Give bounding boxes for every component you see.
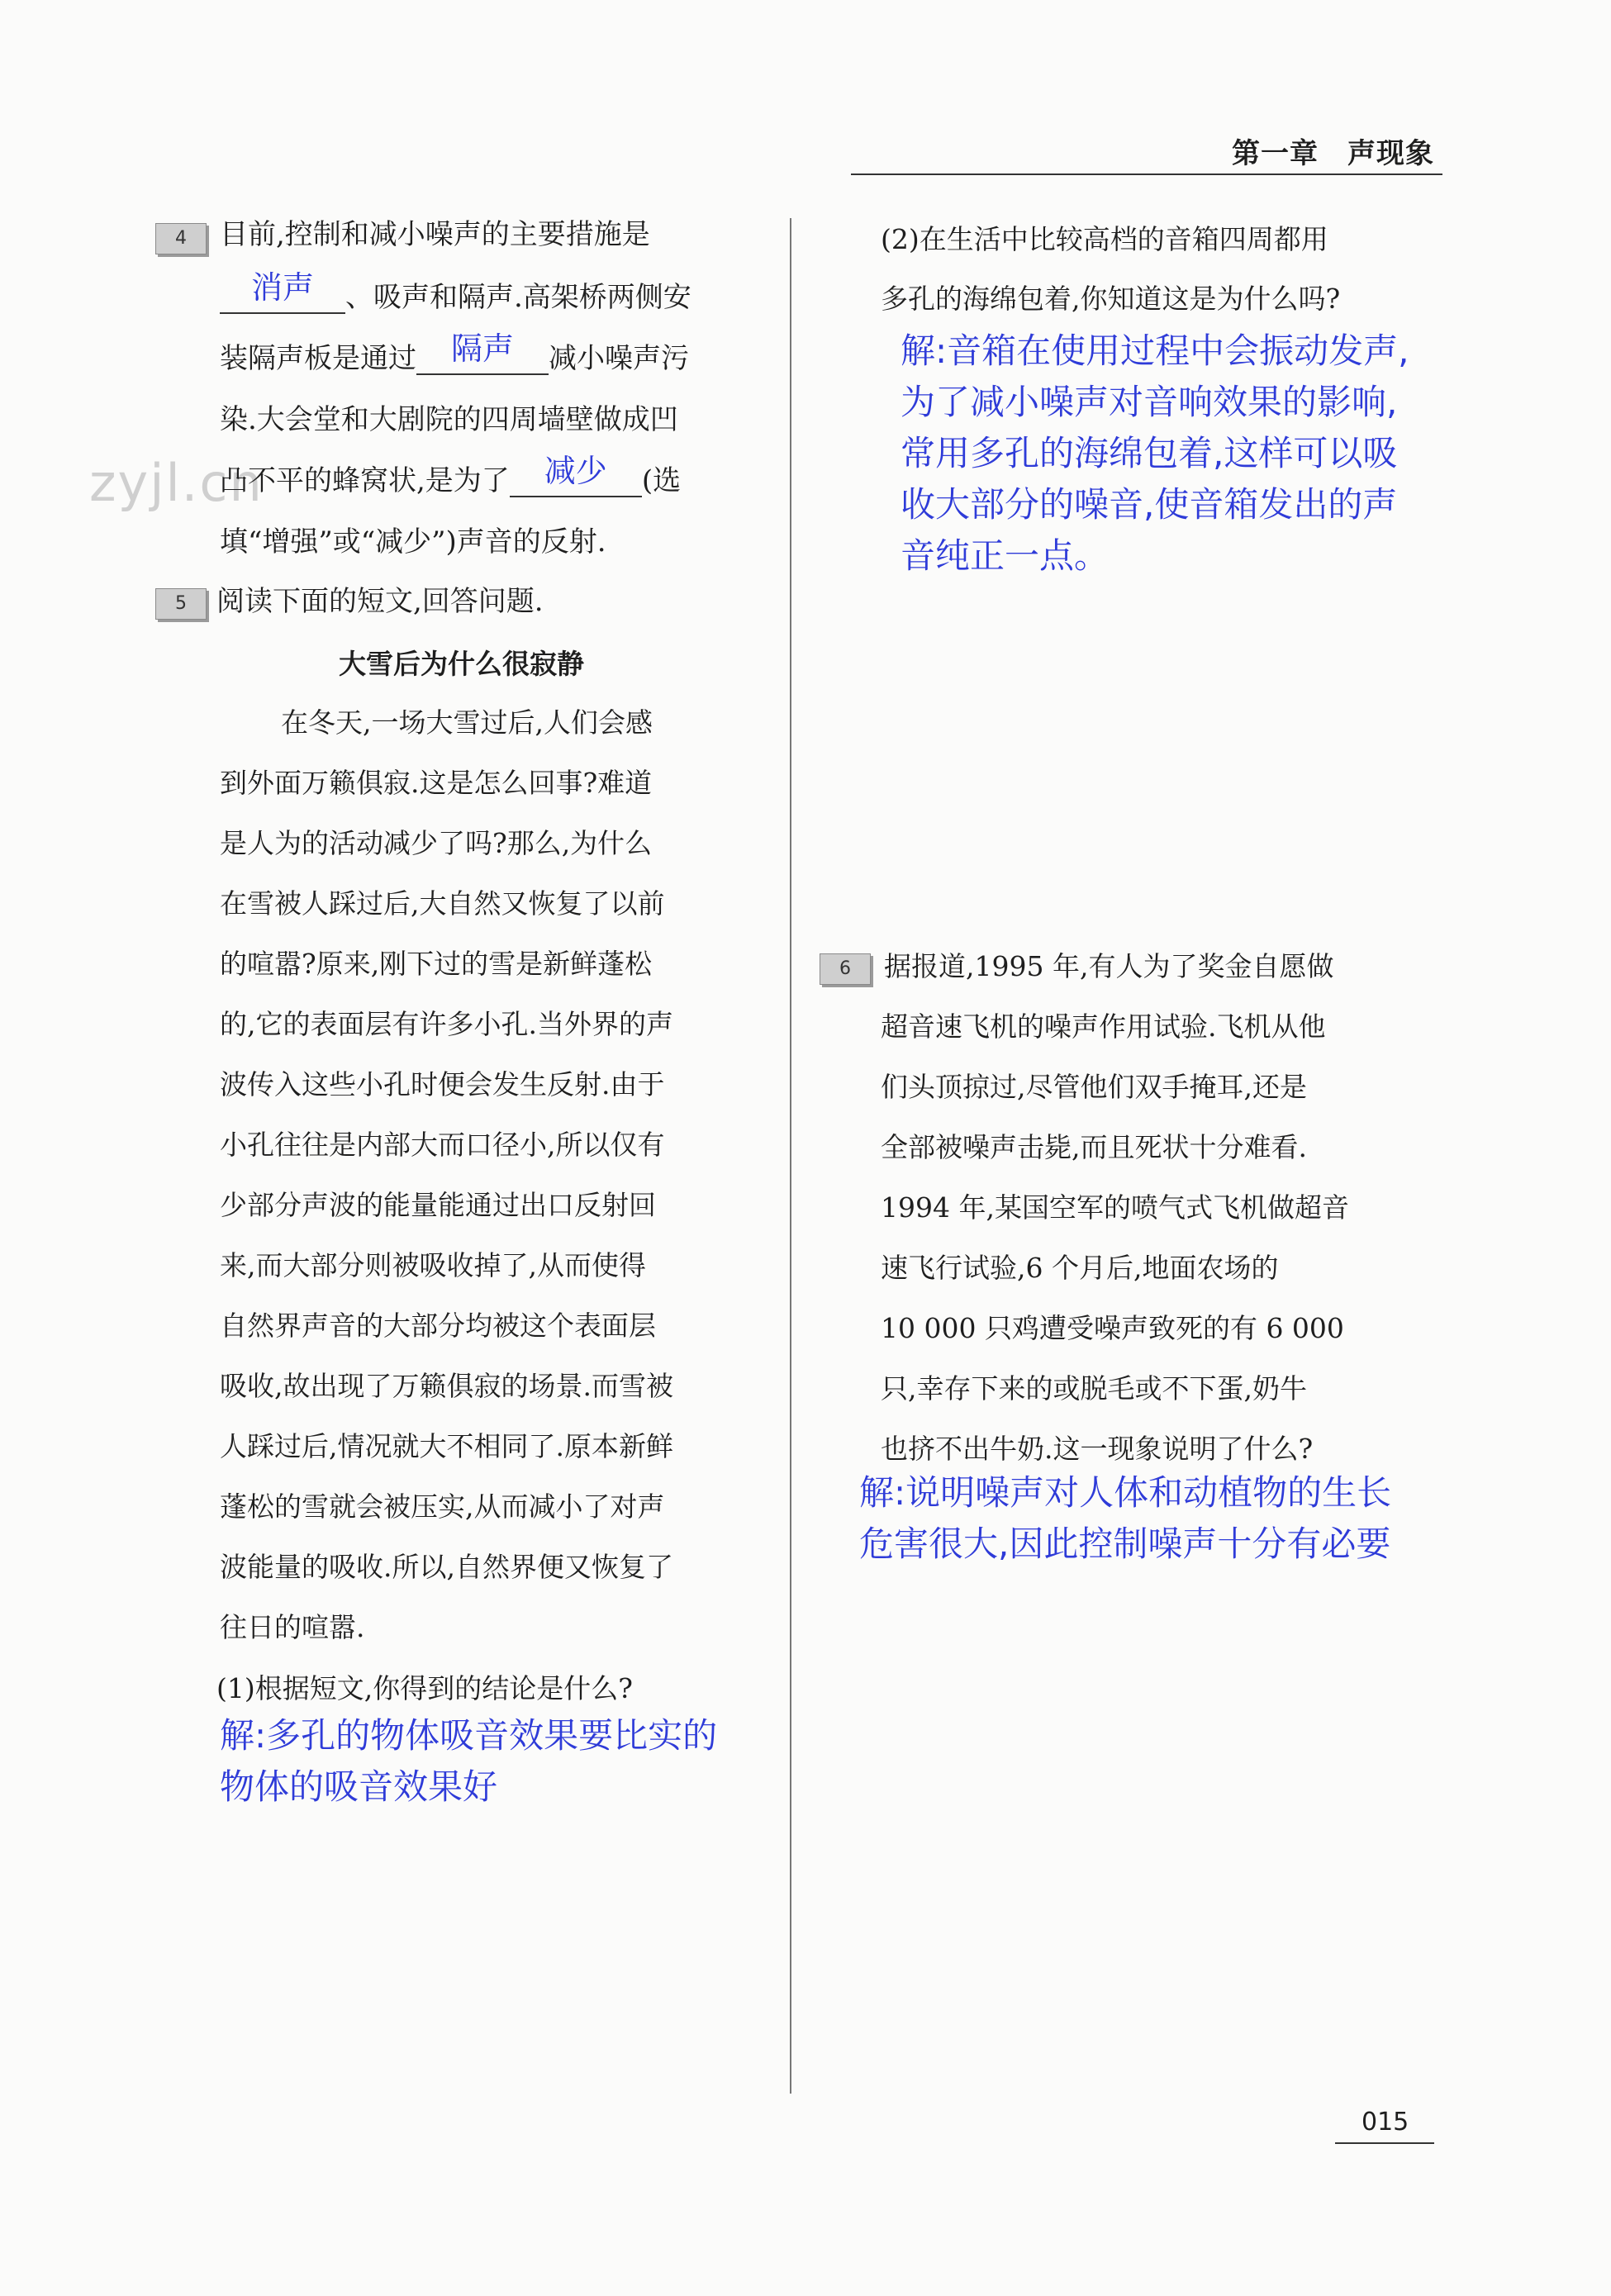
q5-answer-1-line-2: 物体的吸音效果好 (220, 1766, 498, 1807)
passage-line: 波传入这些小孔时便会发生反射.由于 (220, 1068, 665, 1100)
q5-answer-1-line-1: 解:多孔的物体吸音效果要比实的 (220, 1715, 718, 1756)
passage-line: 是人为的活动减少了吗?那么,为什么 (220, 827, 653, 859)
blank-answer-3: 减少 (544, 453, 607, 489)
q4-line-5-post: (选 (641, 464, 682, 497)
q5-sub2-line-1: (2)在生活中比较高档的音箱四周都用 (881, 223, 1328, 255)
blank-answer-2: 隔声 (450, 330, 514, 367)
q4-line-5-pre: 凸不平的蜂窝状,是为了 (220, 464, 510, 497)
q5-sub1: (1)根据短文,你得到的结论是什么? (216, 1672, 633, 1704)
q6-line: 1994 年,某国空军的喷气式飞机做超音 (881, 1191, 1349, 1224)
chapter-title: 第一章 声现象 (1232, 137, 1434, 170)
passage-line: 波能量的吸收.所以,自然界便又恢复了 (220, 1551, 673, 1583)
q6-line: 据报道,1995 年,有人为了奖金自愿做 (884, 950, 1334, 982)
q4-line-2-text: 、吸声和隔声.高架桥两侧安 (345, 281, 691, 314)
question-number-5: 5 (155, 588, 207, 620)
answer-blank-1 (220, 269, 345, 314)
chapter-header (851, 131, 1442, 172)
passage-line: 人踩过后,情况就大不相同了.原本新鲜 (220, 1430, 673, 1462)
column-divider (790, 218, 791, 2094)
answer-blank-2 (416, 330, 549, 375)
blank-answer-1: 消声 (250, 269, 314, 306)
q6-line: 全部被噪声击毙,而且死状十分难看. (881, 1131, 1307, 1163)
q6-line: 10 000 只鸡遭受噪声致死的有 6 000 (881, 1312, 1344, 1344)
passage-line: 来,而大部分则被吸收掉了,从而使得 (220, 1249, 646, 1281)
question-number-4: 4 (155, 223, 207, 254)
q5-answer-2-line-2: 为了减小噪声对音响效果的影响, (901, 382, 1398, 422)
passage-line: 吸收,故出现了万籁俱寂的场景.而雪被 (220, 1370, 673, 1402)
passage-line: 在雪被人踩过后,大自然又恢复了以前 (220, 887, 665, 920)
passage-line: 到外面万籁俱寂.这是怎么回事?难道 (220, 767, 653, 799)
q5-intro: 阅读下面的短文,回答问题. (216, 585, 544, 618)
q5-answer-2-line-4: 收大部分的噪音,使音箱发出的声 (901, 484, 1398, 525)
q4-line-1: 目前,控制和减小噪声的主要措施是 (220, 218, 650, 251)
q6-line: 速飞行试验,6 个月后,地面农场的 (881, 1252, 1279, 1284)
q4-line-3-pre: 装隔声板是通过 (220, 342, 416, 375)
q4-line-5 (220, 453, 682, 497)
question-number-6: 6 (820, 953, 871, 985)
q4-line-4: 染.大会堂和大剧院的四周墙壁做成凹 (220, 403, 678, 436)
q6-answer-line-1: 解:说明噪声对人体和动植物的生长 (859, 1472, 1392, 1513)
q6-line: 也挤不出牛奶.这一现象说明了什么? (881, 1433, 1314, 1465)
q5-answer-2-line-3: 常用多孔的海绵包着,这样可以吸 (901, 433, 1398, 473)
passage-line: 的喧嚣?原来,刚下过的雪是新鲜蓬松 (220, 948, 653, 980)
q6-answer-line-2: 危害很大,因此控制噪声十分有必要 (859, 1524, 1391, 1564)
passage-line: 在冬天,一场大雪过后,人们会感 (281, 706, 653, 739)
q6-answer (859, 1467, 1391, 1570)
passage-line: 自然界声音的大部分均被这个表面层 (220, 1310, 656, 1342)
passage-line: 小孔往往是内部大而口径小,所以仅有 (220, 1129, 665, 1161)
q4-line-3-post: 减小噪声污 (549, 342, 689, 375)
q5-answer-2 (901, 326, 1409, 582)
q6-line: 们头顶掠过,尽管他们双手掩耳,还是 (881, 1071, 1307, 1103)
q4-line-2 (220, 269, 691, 314)
q5-answer-2-line-5: 音纯正一点。 (901, 535, 1110, 576)
passage-title: 大雪后为什么很寂静 (339, 648, 584, 680)
q5-answer-1 (220, 1710, 717, 1813)
q5-sub2-line-2: 多孔的海绵包着,你知道这是为什么吗? (881, 283, 1341, 315)
passage-line: 往日的喧嚣. (220, 1611, 365, 1643)
passage-line: 的,它的表面层有许多小孔.当外界的声 (220, 1008, 673, 1040)
header-rule (851, 174, 1442, 175)
passage-line: 蓬松的雪就会被压实,从而减小了对声 (220, 1490, 665, 1523)
q6-line: 只,幸存下来的或脱毛或不下蛋,奶牛 (881, 1372, 1307, 1405)
q4-line-3 (220, 330, 689, 375)
page-number-rule (1335, 2142, 1434, 2144)
watermark: zyjl.cn (89, 453, 264, 513)
page-number: 015 (1362, 2108, 1409, 2137)
q5-answer-2-line-1: 解:音箱在使用过程中会振动发声, (901, 330, 1409, 371)
answer-blank-3 (510, 453, 642, 497)
q6-line: 超音速飞机的噪声作用试验.飞机从他 (881, 1010, 1326, 1043)
passage-line: 少部分声波的能量能通过出口反射回 (220, 1189, 656, 1221)
q4-line-6: 填“增强”或“减少”)声音的反射. (220, 525, 606, 559)
